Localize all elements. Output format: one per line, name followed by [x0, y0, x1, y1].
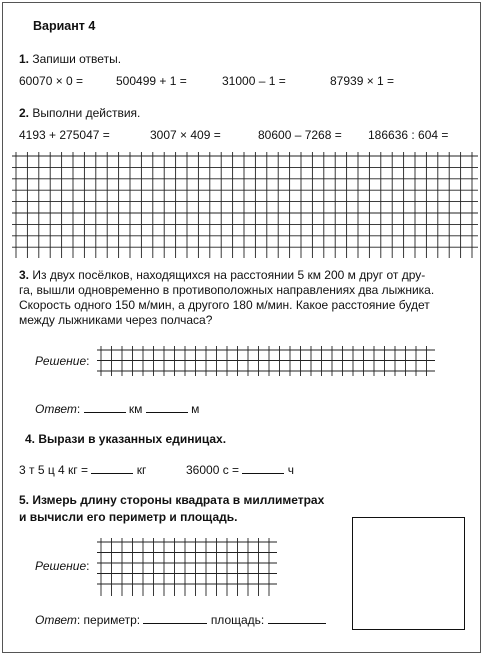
task1-expression-3: 31000 – 1 = — [222, 74, 286, 88]
task5-solution-text: Решение — [35, 559, 87, 573]
variant-title: Вариант 4 — [33, 19, 96, 33]
task3-line-4: между лыжниками через полчаса? — [19, 313, 213, 327]
task3-solution-grid[interactable] — [97, 346, 435, 376]
task4-answer-2-field[interactable] — [242, 462, 284, 474]
task5-answer-row: Ответ: периметр: площадь: — [35, 612, 326, 627]
task4-answer-1-field[interactable] — [91, 462, 133, 474]
task5-solution-label: Решение: — [35, 559, 90, 573]
task3-unit-m: м — [191, 402, 200, 416]
task3-number: 3. — [19, 268, 30, 282]
task1-expression-4: 87939 × 1 = — [330, 74, 395, 88]
task5-area-field[interactable] — [268, 612, 326, 624]
task2-expression-2: 3007 × 409 = — [150, 128, 221, 142]
task3-answer-label: Ответ — [35, 402, 77, 416]
calculation-grid[interactable] — [12, 152, 478, 258]
task1-expression-1: 60070 × 0 = — [19, 74, 84, 88]
task2-number: 2. — [19, 106, 30, 120]
task5-answer-label: Ответ — [35, 613, 77, 627]
task4-row-2 — [186, 462, 294, 477]
task4-row-1 — [19, 462, 146, 477]
task3-line-2: га, вышли одновременно в противоположных направлениях два лыжника. — [19, 283, 435, 297]
task5-number: 5. — [19, 493, 30, 507]
task3-line-1 — [19, 268, 479, 283]
task2-title: Выполни действия. — [32, 106, 141, 120]
task4-title: Вырази в указанных единицах. — [38, 432, 227, 446]
task4-number: 4. — [25, 432, 36, 446]
task5-perimeter-label: периметр: — [83, 613, 141, 627]
task5-line-2: и вычисли его периметр и площадь. — [19, 510, 238, 524]
task1-heading — [19, 52, 121, 66]
task1-number: 1. — [19, 52, 30, 66]
task4-expression-1: 3 т 5 ц 4 кг = — [19, 463, 89, 477]
task3-line-3: Скорость одного 150 м/мин, а другого 180 м/мин. Какое расстояние будет — [19, 298, 430, 312]
task5-perimeter-field[interactable] — [143, 612, 207, 624]
task3-line-1-text: Из двух посёлков, находящихся на расстоянии 5 км 200 м друг от дру- — [32, 268, 426, 282]
task3-unit-km: км — [128, 402, 143, 416]
task5-line-1 — [19, 493, 324, 507]
task5-solution-grid[interactable] — [97, 538, 277, 596]
task4-unit-2: ч — [287, 463, 294, 477]
measurement-square — [352, 517, 465, 630]
task2-expression-4: 186636 : 604 = — [368, 128, 449, 142]
task3-solution-text: Решение — [35, 354, 87, 368]
task3-answer-km-field[interactable] — [84, 401, 126, 413]
task3-solution-label: Решение: — [35, 354, 90, 368]
task5-line-1-text: Измерь длину стороны квадрата в миллиметрах — [32, 493, 325, 507]
task4-heading — [25, 432, 226, 446]
task4-expression-2: 36000 с = — [186, 463, 240, 477]
task1-expression-2: 500499 + 1 = — [116, 74, 187, 88]
task2-expression-1: 4193 + 275047 = — [19, 128, 110, 142]
task3-answer-m-field[interactable] — [146, 401, 188, 413]
task3-text — [19, 268, 479, 328]
task1-title: Запиши ответы. — [32, 52, 122, 66]
task4-unit-1: кг — [136, 463, 147, 477]
task5-area-label: площадь: — [210, 613, 265, 627]
task3-answer-row: Ответ: км м — [35, 402, 200, 416]
task2-expression-3: 80600 – 7268 = — [258, 128, 342, 142]
task2-heading — [19, 106, 140, 120]
